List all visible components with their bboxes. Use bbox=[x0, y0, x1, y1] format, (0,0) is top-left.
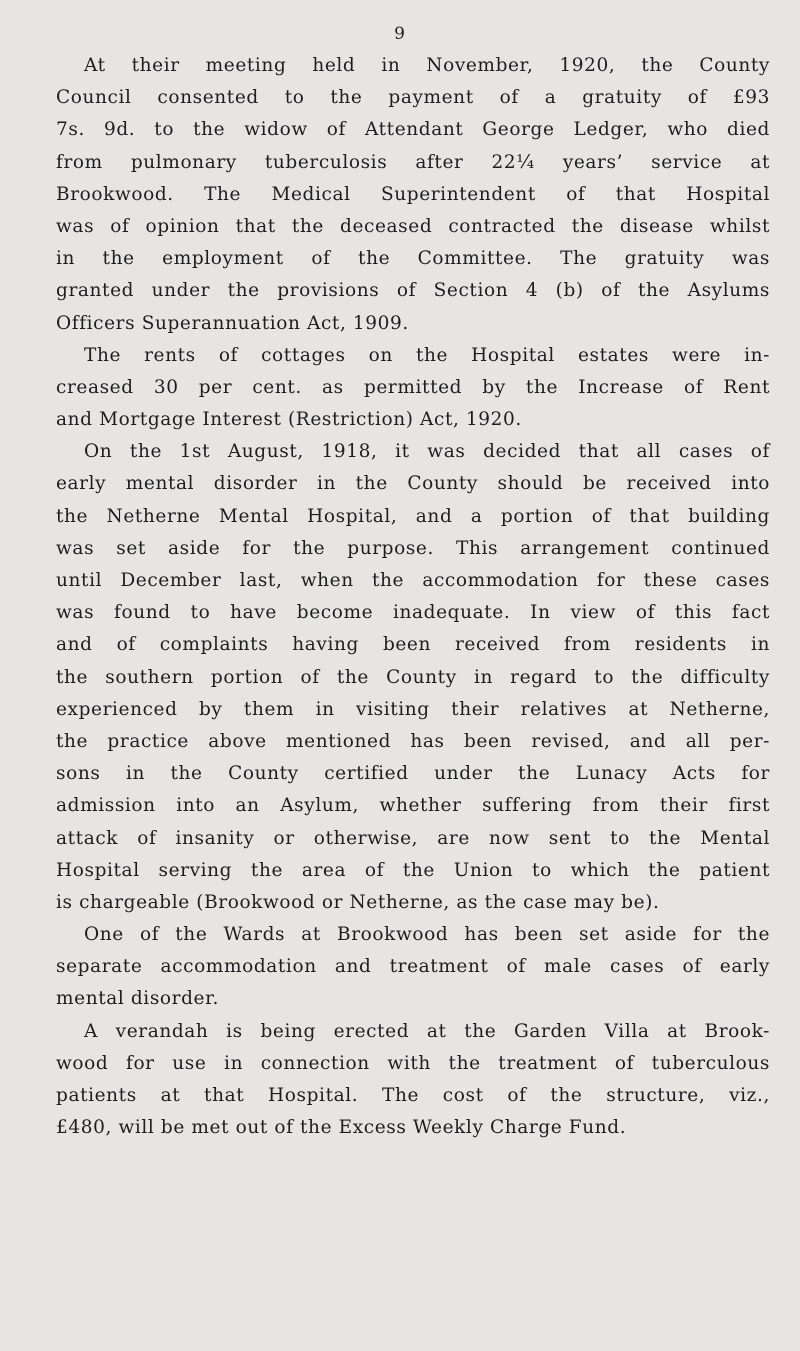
text-line: granted under the provisions of Section 4 (b) of the Asylums bbox=[56, 280, 770, 302]
text-line: early mental disorder in the County should be received into bbox=[56, 473, 770, 495]
paragraph-3 bbox=[56, 436, 770, 919]
text-line: was of opinion that the deceased contracted the disease whilst bbox=[56, 215, 770, 237]
text-line: On the 1st August, 1918, it was decided that all cases of bbox=[84, 441, 770, 463]
body-text bbox=[56, 50, 770, 1144]
text-line: A verandah is being erected at the Garden Villa at Brook- bbox=[84, 1020, 770, 1042]
paragraph-5 bbox=[56, 1016, 770, 1145]
text-line: until December last, when the accommodation for these cases bbox=[56, 570, 770, 591]
text-line: was found to have become inadequate. In view of this fact bbox=[56, 602, 770, 624]
text-line: admission into an Asylum, whether suffering from their first bbox=[56, 795, 770, 817]
text-line: 7s. 9d. to the widow of Attendant George Ledger, who died bbox=[56, 119, 770, 141]
text-line: was set aside for the purpose. This arrangement continued bbox=[56, 537, 770, 559]
text-line: the practice above mentioned has been revised, and all per- bbox=[56, 730, 770, 752]
text-line: experienced by them in visiting their relatives at Netherne, bbox=[56, 698, 770, 720]
paragraph-4 bbox=[56, 919, 770, 1016]
text-line: separate accommodation and treatment of male cases of early bbox=[56, 956, 770, 978]
text-line: mental disorder. bbox=[56, 988, 219, 1010]
text-line: the Netherne Mental Hospital, and a portion of that building bbox=[56, 505, 770, 527]
text-line: creased 30 per cent. as permitted by the Increase of Rent bbox=[56, 376, 770, 398]
text-line: Council consented to the payment of a gratuity of £93 bbox=[56, 87, 770, 109]
text-line: the southern portion of the County in regard to the difficulty bbox=[56, 666, 770, 688]
page-number: 9 bbox=[394, 24, 406, 44]
paragraph-2 bbox=[56, 340, 770, 437]
text-line: One of the Wards at Brookwood has been set aside for the bbox=[84, 924, 770, 946]
text-line: patients at that Hospital. The cost of the structure, viz., bbox=[56, 1085, 770, 1106]
text-line: Hospital serving the area of the Union to which the patient bbox=[56, 859, 770, 881]
text-line: The rents of cottages on the Hospital estates were in- bbox=[84, 344, 770, 366]
text-line: wood for use in connection with the treatment of tuberculous bbox=[56, 1052, 770, 1074]
text-line: £480, will be met out of the Excess Weekly Charge Fund. bbox=[56, 1117, 627, 1139]
text-line: and of complaints having been received from residents in bbox=[56, 634, 770, 656]
text-line: At their meeting held in November, 1920, the County bbox=[84, 55, 770, 76]
text-line: and Mortgage Interest (Restriction) Act, 1920. bbox=[56, 409, 522, 431]
text-line: from pulmonary tuberculosis after 22¼ years’ service at bbox=[56, 151, 770, 173]
paragraph-1 bbox=[56, 50, 770, 340]
text-line: attack of insanity or otherwise, are now sent to the Mental bbox=[56, 827, 770, 849]
text-line: Brookwood. The Medical Superintendent of that Hospital bbox=[56, 183, 770, 205]
text-line: is chargeable (Brookwood or Netherne, as the case may be). bbox=[56, 891, 660, 913]
text-line: sons in the County certified under the Lunacy Acts for bbox=[56, 763, 770, 785]
text-line: in the employment of the Committee. The gratuity was bbox=[56, 248, 770, 270]
text-line: Officers Superannuation Act, 1909. bbox=[56, 312, 409, 334]
